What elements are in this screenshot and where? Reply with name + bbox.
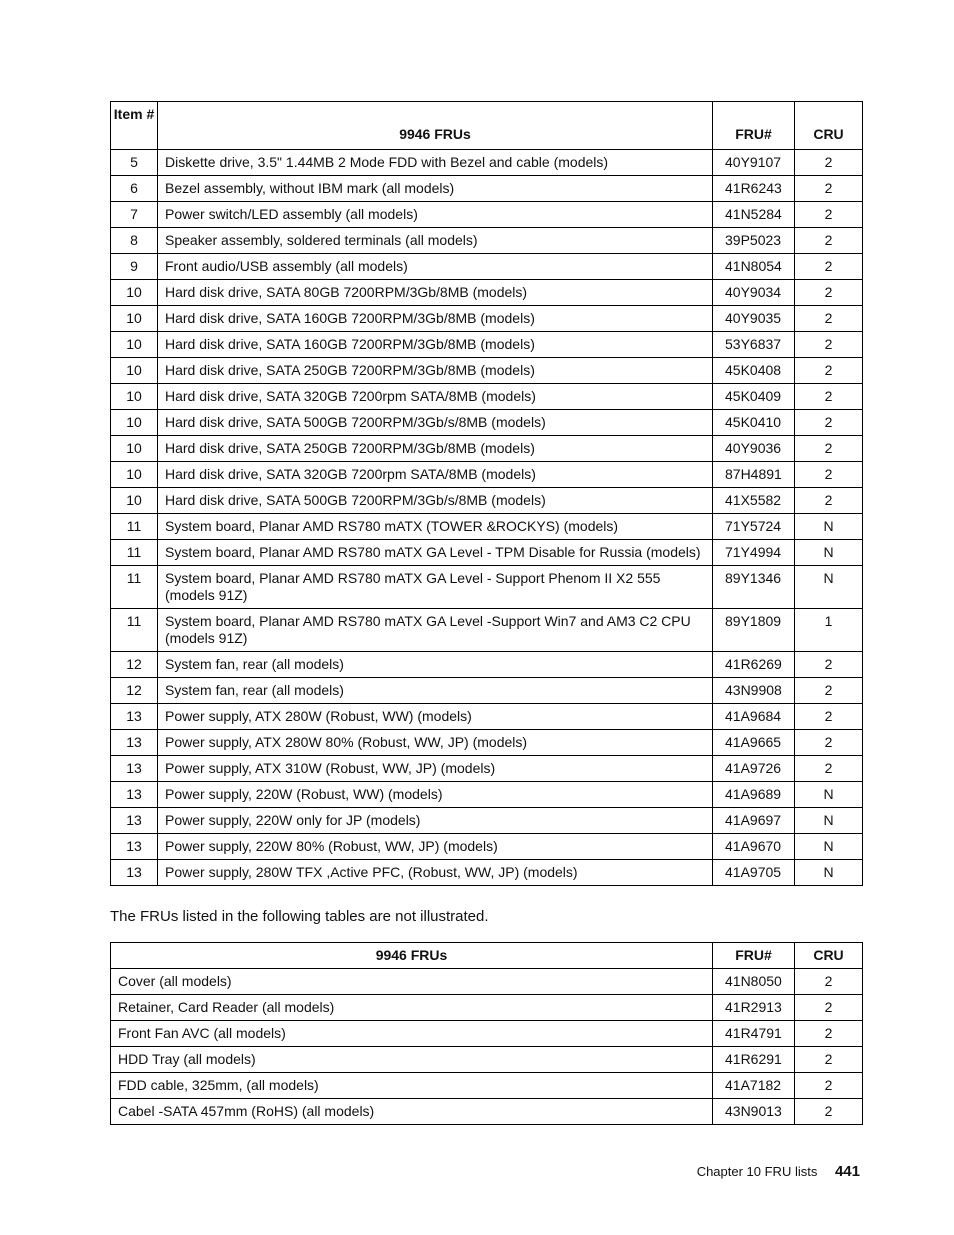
cell-fru-number: 40Y9036 (713, 436, 795, 462)
cell-fru-number: 89Y1809 (713, 609, 795, 652)
header-cru: CRU (795, 943, 863, 969)
cell-cru: 2 (795, 436, 863, 462)
table-row (111, 332, 863, 358)
cell-description: Power switch/LED assembly (all models) (158, 202, 713, 228)
cell-fru-number: 41R4791 (713, 1021, 795, 1047)
cell-cru: 2 (795, 488, 863, 514)
chapter-label: Chapter 10 FRU lists (696, 1164, 818, 1179)
cell-fru-number: 41X5582 (713, 488, 795, 514)
cell-item: 10 (111, 410, 158, 436)
table-row (111, 306, 863, 332)
cell-description: System fan, rear (all models) (158, 652, 713, 678)
cell-description: Diskette drive, 3.5" 1.44MB 2 Mode FDD with Bezel and cable (models) (158, 150, 713, 176)
cell-description: Cover (all models) (111, 969, 713, 995)
cell-item: 7 (111, 202, 158, 228)
cell-cru: 2 (795, 995, 863, 1021)
cell-description: Hard disk drive, SATA 320GB 7200rpm SATA/8MB (models) (158, 462, 713, 488)
cell-description: Power supply, 280W TFX ,Active PFC, (Robust, WW, JP) (models) (158, 860, 713, 886)
table-row (111, 436, 863, 462)
note-text: The FRUs listed in the following tables are not illustrated. (110, 908, 489, 925)
table-row (111, 834, 863, 860)
table-row (111, 280, 863, 306)
table-row (111, 202, 863, 228)
cell-fru-number: 45K0409 (713, 384, 795, 410)
table-row (111, 860, 863, 886)
cell-item: 6 (111, 176, 158, 202)
cell-cru: N (795, 782, 863, 808)
table-row (111, 1099, 863, 1125)
cell-description: System fan, rear (all models) (158, 678, 713, 704)
cell-description: Front Fan AVC (all models) (111, 1021, 713, 1047)
page-number: 441 (834, 1163, 860, 1180)
cell-fru-number: 45K0410 (713, 410, 795, 436)
cell-description: FDD cable, 325mm, (all models) (111, 1073, 713, 1099)
cell-fru-number: 87H4891 (713, 462, 795, 488)
cell-cru: 2 (795, 1073, 863, 1099)
cell-fru-number: 41N8054 (713, 254, 795, 280)
cell-cru: N (795, 566, 863, 609)
cell-description: Bezel assembly, without IBM mark (all models) (158, 176, 713, 202)
table-row (111, 756, 863, 782)
cell-description: Power supply, 220W (Robust, WW) (models) (158, 782, 713, 808)
cell-fru-number: 43N9908 (713, 678, 795, 704)
cell-fru-number: 41R6269 (713, 652, 795, 678)
cell-cru: 2 (795, 1021, 863, 1047)
cell-description: System board, Planar AMD RS780 mATX (TOWER &ROCKYS) (models) (158, 514, 713, 540)
cell-description: Hard disk drive, SATA 250GB 7200RPM/3Gb/8MB (models) (158, 436, 713, 462)
cell-item: 12 (111, 678, 158, 704)
header-fru-number: FRU# (713, 943, 795, 969)
cell-cru: 2 (795, 730, 863, 756)
cell-fru-number: 53Y6837 (713, 332, 795, 358)
cell-cru: 2 (795, 652, 863, 678)
cell-fru-number: 41A9705 (713, 860, 795, 886)
table-row (111, 1021, 863, 1047)
cell-fru-number: 45K0408 (713, 358, 795, 384)
table-row (111, 410, 863, 436)
cell-description: Power supply, ATX 280W 80% (Robust, WW, JP) (models) (158, 730, 713, 756)
cell-description: Hard disk drive, SATA 500GB 7200RPM/3Gb/s/8MB (models) (158, 410, 713, 436)
cell-item: 8 (111, 228, 158, 254)
cell-fru-number: 40Y9034 (713, 280, 795, 306)
cell-cru: 2 (795, 306, 863, 332)
cell-fru-number: 41A9726 (713, 756, 795, 782)
cell-fru-number: 41A9689 (713, 782, 795, 808)
cell-cru: 2 (795, 969, 863, 995)
cell-cru: 2 (795, 462, 863, 488)
table-row (111, 488, 863, 514)
cell-item: 5 (111, 150, 158, 176)
cell-cru: 1 (795, 609, 863, 652)
table-row (111, 566, 863, 609)
cell-fru-number: 41R6243 (713, 176, 795, 202)
cell-item: 10 (111, 280, 158, 306)
cell-fru-number: 71Y4994 (713, 540, 795, 566)
cell-item: 13 (111, 808, 158, 834)
cell-fru-number: 41N5284 (713, 202, 795, 228)
cell-fru-number: 40Y9035 (713, 306, 795, 332)
cell-description: Cabel -SATA 457mm (RoHS) (all models) (111, 1099, 713, 1125)
cell-description: Power supply, 220W 80% (Robust, WW, JP) (models) (158, 834, 713, 860)
cell-fru-number: 41R6291 (713, 1047, 795, 1073)
cell-description: Hard disk drive, SATA 160GB 7200RPM/3Gb/8MB (models) (158, 332, 713, 358)
table-row (111, 462, 863, 488)
table-header-row (111, 943, 863, 969)
header-frus: 9946 FRUs (111, 943, 713, 969)
cell-cru: 2 (795, 254, 863, 280)
table-row (111, 176, 863, 202)
cell-cru: 2 (795, 678, 863, 704)
cell-item: 10 (111, 384, 158, 410)
cell-item: 11 (111, 540, 158, 566)
table-row (111, 969, 863, 995)
cell-item: 12 (111, 652, 158, 678)
table-row (111, 995, 863, 1021)
cell-description: Hard disk drive, SATA 160GB 7200RPM/3Gb/8MB (models) (158, 306, 713, 332)
cell-description: Power supply, ATX 310W (Robust, WW, JP) (models) (158, 756, 713, 782)
cell-description: Hard disk drive, SATA 250GB 7200RPM/3Gb/8MB (models) (158, 358, 713, 384)
cell-item: 10 (111, 436, 158, 462)
cell-description: Power supply, ATX 280W (Robust, WW) (models) (158, 704, 713, 730)
cell-cru: 2 (795, 202, 863, 228)
cell-fru-number: 39P5023 (713, 228, 795, 254)
cell-item: 9 (111, 254, 158, 280)
table-row (111, 150, 863, 176)
cell-cru: 2 (795, 410, 863, 436)
cell-fru-number: 89Y1346 (713, 566, 795, 609)
cell-cru: N (795, 808, 863, 834)
cell-description: Speaker assembly, soldered terminals (all models) (158, 228, 713, 254)
cell-item: 10 (111, 306, 158, 332)
cell-fru-number: 41R2913 (713, 995, 795, 1021)
page-footer (697, 1163, 860, 1181)
table-row (111, 782, 863, 808)
cell-cru: 2 (795, 384, 863, 410)
table-row (111, 358, 863, 384)
cell-cru: 2 (795, 704, 863, 730)
table-row (111, 678, 863, 704)
cell-fru-number: 41A9670 (713, 834, 795, 860)
cell-cru: 2 (795, 332, 863, 358)
cell-description: Power supply, 220W only for JP (models) (158, 808, 713, 834)
table-row (111, 254, 863, 280)
cell-fru-number: 40Y9107 (713, 150, 795, 176)
cell-cru: N (795, 540, 863, 566)
cell-description: System board, Planar AMD RS780 mATX GA Level - TPM Disable for Russia (models) (158, 540, 713, 566)
fru-table-illustrated (110, 101, 863, 886)
cell-cru: 2 (795, 1047, 863, 1073)
cell-item: 10 (111, 462, 158, 488)
cell-fru-number: 41A9684 (713, 704, 795, 730)
cell-cru: 2 (795, 150, 863, 176)
cell-fru-number: 41A9697 (713, 808, 795, 834)
cell-item: 10 (111, 488, 158, 514)
cell-description: System board, Planar AMD RS780 mATX GA Level -Support Win7 and AM3 C2 CPU (models 91Z) (158, 609, 713, 652)
table-header-row (111, 102, 863, 150)
cell-item: 11 (111, 514, 158, 540)
cell-item: 13 (111, 860, 158, 886)
cell-cru: 2 (795, 176, 863, 202)
cell-description: Hard disk drive, SATA 320GB 7200rpm SATA/8MB (models) (158, 384, 713, 410)
cell-item: 11 (111, 609, 158, 652)
cell-item: 13 (111, 704, 158, 730)
cell-description: System board, Planar AMD RS780 mATX GA Level - Support Phenom II X2 555 (models 91Z) (158, 566, 713, 609)
cell-cru: N (795, 514, 863, 540)
cell-cru: 2 (795, 358, 863, 384)
cell-item: 11 (111, 566, 158, 609)
header-frus: 9946 FRUs (158, 102, 713, 150)
table-row (111, 730, 863, 756)
table-row (111, 540, 863, 566)
cell-cru: 2 (795, 228, 863, 254)
cell-description: Front audio/USB assembly (all models) (158, 254, 713, 280)
cell-item: 13 (111, 782, 158, 808)
header-fru-number: FRU# (713, 102, 795, 150)
cell-description: Hard disk drive, SATA 80GB 7200RPM/3Gb/8MB (models) (158, 280, 713, 306)
cell-item: 10 (111, 332, 158, 358)
cell-cru: N (795, 834, 863, 860)
cell-description: Hard disk drive, SATA 500GB 7200RPM/3Gb/s/8MB (models) (158, 488, 713, 514)
header-item: Item # (111, 102, 158, 150)
cell-fru-number: 43N9013 (713, 1099, 795, 1125)
cell-item: 10 (111, 358, 158, 384)
cell-item: 13 (111, 756, 158, 782)
fru-table-not-illustrated (110, 942, 863, 1125)
table-row (111, 228, 863, 254)
cell-description: Retainer, Card Reader (all models) (111, 995, 713, 1021)
table-row (111, 652, 863, 678)
table-row (111, 609, 863, 652)
cell-fru-number: 71Y5724 (713, 514, 795, 540)
table-row (111, 1047, 863, 1073)
cell-cru: 2 (795, 280, 863, 306)
cell-fru-number: 41A9665 (713, 730, 795, 756)
cell-cru: 2 (795, 1099, 863, 1125)
table-row (111, 514, 863, 540)
table-row (111, 1073, 863, 1099)
cell-item: 13 (111, 834, 158, 860)
cell-cru: 2 (795, 756, 863, 782)
cell-fru-number: 41A7182 (713, 1073, 795, 1099)
header-cru: CRU (795, 102, 863, 150)
cell-cru: N (795, 860, 863, 886)
table-row (111, 808, 863, 834)
cell-description: HDD Tray (all models) (111, 1047, 713, 1073)
table-row (111, 704, 863, 730)
cell-fru-number: 41N8050 (713, 969, 795, 995)
cell-item: 13 (111, 730, 158, 756)
table-row (111, 384, 863, 410)
